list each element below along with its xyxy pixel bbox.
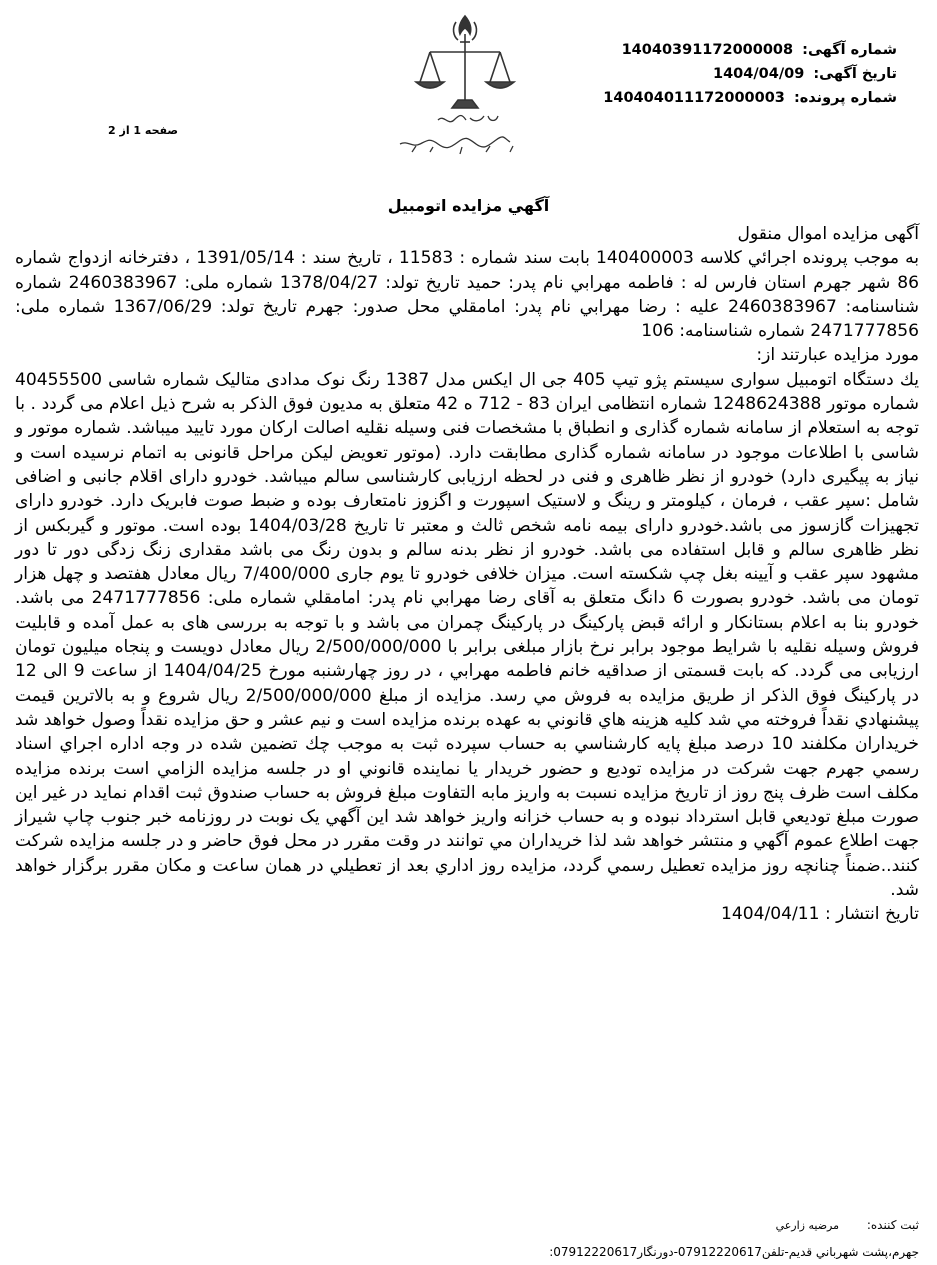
file-number: 140404011172000003 (603, 90, 785, 106)
auction-items-heading: مورد مزایده عبارتند از: (756, 345, 919, 366)
footer (15, 1212, 919, 1265)
notice-number-row (597, 38, 897, 62)
publish-date: 1404/04/11 (721, 904, 820, 925)
notice-number: 14040391172000008 (621, 42, 794, 58)
notice-date-row (597, 62, 897, 86)
file-number-label: شماره پرونده: (793, 90, 897, 106)
vehicle-description-paragraph: يك دستگاه اتومبيل سواری سيستم پژو تيپ 405 جی ال ايكس مدل 1387 رنگ نوک مدادی متاليک شماره شاسی 40455500 شماره موتور 1248624388 شماره انتظامی ايران 83 - 712 ه 42 متعلق به مديون فوق الذكر به شرح ذيل اعلام می گردد . با توجه به استعلام از سامانه شماره گذاری و انطباق با مشخصات فنی وسيله نقليه اصالت اركان مورد تاييد ميباشد. شماره موتور و شاسی با اطلاعات موجود در سامانه شماره گذاری مطابقت دارد. (موتور تعويض ليكن مراحل قانونی به اتمام نرسيده است و نياز به پيگيری دارد) خودرو از نظر ظاهری و فنی در لحظه ارزيابی كارشناسی سالم ميباشد. خودرو دارای اقلام جانبی و اضافی شامل :سپر عقب ، فرمان ، كيلومتر و رينگ و لاستيک اسپورت و اگزوز نامتعارف بوده و ضبط صوت فابريک دارد. خودرو دارای تجهيزات گازسوز می باشد.خودرو دارای بيمه نامه شخص ثالث و معتبر تا تاريخ 1404/03/28 بوده است. موتور و گيربكس از نظر ظاهری سالم و قابل استفاده می باشد. خودرو از نظر بدنه سالم و بدون رنگ می باشد مقداری زنگ زدگی دور تا دور مشهود سپر عقب و آيينه بغل چپ شكسته است. ميزان خلافی خودرو تا يوم جاری 7/400/000 ريال معادل هفتصد و چهل هزار تومان می باشد. خودرو بصورت 6 دانگ متعلق به آقای رضا مهرابي نام پدر: امامقلي شماره ملی: 2471777856 می باشد. خودرو بنا به اعلام بستانكار و ارائه قبض پاركينگ در پاركينگ چمران می باشد و با توجه به بررسی های به عمل آمده و قابليت فروش وسيله نقليه با شرايط موجود برابر نرخ بازار مبلغی برابر با 2/500/000/000 ريال معادل دويست و پنجاه ميليون تومان ارزيابی می گردد. كه بابت قسمتی از صداقيه خانم فاطمه مهرابي ، در روز چهارشنبه مورخ 1404/04/25 از ساعت 9 الی 12 در پاركينگ فوق الذكر از طريق مزايده به فروش مي رسد. مزايده از مبلغ 2/500/000/000 ريال شروع و به بالاترين قيمت پيشنهادي نقداً فروخته مي شد كليه هزينه هاي قانوني به عهده برنده مزايده است و نيم عشر و حق مزايده نقداً وصول خواهد شد خريداران مكلفند 10 درصد مبلغ پايه كارشناسي به حساب سپرده ثبت به موجب چك تضمين شده در وجه اداره اجراي اسناد رسمي جهرم جهت شركت در مزايده توديع و حضور خريدار يا نماينده قانوني او در جلسه مزايده الزامي است برنده مزايده مكلف است ظرف پنج روز از تاريخ مزايده نسبت به واريز مابه التفاوت مبلغ فروش به حساب صندوق ثبت اقدام نمايد در غير اين صورت مبلغ توديعي قابل استرداد نبوده و به حساب خزانه واريز خواهد شد اين آگهي يک نوبت در روزنامه خبر جنوب چاپ شيراز جهت اطلاع عموم آگهي و منتشر خواهد شد لذا خريداران مي توانند در وقت مقرر در محل فوق حاضر و در جلسه مزايده شركت كنند..ضمناً چنانچه روز مزايده تعطيل رسمي گردد، مزايده روز اداري بعد از تعطيلي در همان ساعت و مكان مقرر برگزار خواهد شد. (15, 369, 920, 901)
notice-body (15, 222, 919, 927)
notice-date: 1404/04/09 (713, 66, 805, 82)
section-heading: آگهی مزایده اموال منقول (737, 224, 919, 244)
publish-date-line (15, 902, 919, 926)
notice-date-label: تاریخ آگهی: (813, 66, 897, 82)
publish-date-label: تاریخ انتشار : (824, 904, 919, 925)
judiciary-emblem-logo (390, 8, 540, 158)
registrar-label: ثبت کننده: (866, 1218, 919, 1232)
document-title: آگهي مزايده اتومبيل (387, 196, 550, 215)
page-indicator: صفحه 1 از 2 (108, 124, 179, 137)
file-number-row (597, 86, 897, 110)
notice-metadata (597, 38, 897, 110)
registrar-row (15, 1212, 919, 1239)
office-address: جهرم،پشت شهرباني قديم-تلفن07912220617-دورنگار07912220617: (549, 1245, 919, 1259)
registrar-name: مرضیه زارعي (775, 1219, 840, 1232)
case-details-paragraph: به موجب پرونده اجرائي كلاسه 140400003 بابت سند شماره : 11583 ، تاريخ سند : 1391/05/14 ، دفترخانه ازدواج شماره 86 شهر جهرم استان فارس له : فاطمه مهرابي نام پدر: حميد تاريخ تولد: 1378/04/27 شماره ملی: 2460383967 شماره شناسنامه: 2460383967 علیه : رضا مهرابي نام پدر: امامقلي محل صدور: جهرم تاريخ تولد: 1367/06/29 شماره ملی: 2471777856 شماره شناسنامه: 106 (15, 248, 919, 342)
notice-number-label: شماره آگهی: (802, 42, 897, 58)
